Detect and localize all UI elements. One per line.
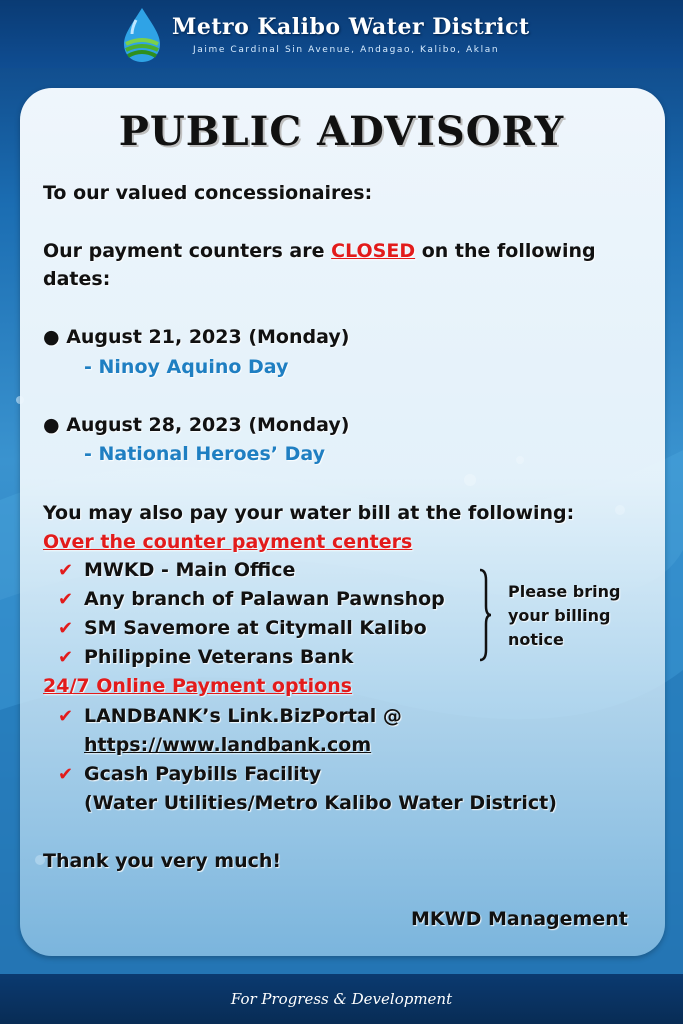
billing-note-line-3: notice xyxy=(508,630,564,649)
also-pay-text: You may also pay your water bill at the following: xyxy=(43,502,575,524)
water-drop-logo-icon xyxy=(118,6,166,64)
intro-line-2: dates: xyxy=(43,268,111,290)
billing-note-line-2: your billing xyxy=(508,606,611,625)
date-1: ● August 21, 2023 (Monday) xyxy=(43,326,350,348)
checkmark-icon: ✔ xyxy=(58,560,74,581)
date-2: ● August 28, 2023 (Monday) xyxy=(43,414,350,436)
landbank-link[interactable]: https://www.landbank.com xyxy=(84,734,372,756)
page-title: PUBLIC ADVISORY xyxy=(118,108,565,155)
checkmark-icon: ✔ xyxy=(58,647,74,668)
thanks-text: Thank you very much! xyxy=(43,850,282,872)
otc-heading: Over the counter payment centers xyxy=(43,531,413,553)
billing-note-line-1: Please bring xyxy=(508,582,621,601)
online-item-2-line-1: Gcash Paybills Facility xyxy=(84,763,322,785)
holiday-2: - National Heroes’ Day xyxy=(84,443,325,465)
footer-band xyxy=(0,974,683,1024)
otc-item-3: SM Savemore at Citymall Kalibo xyxy=(84,617,427,639)
intro-after: on the following xyxy=(421,240,596,262)
greeting-text: To our valued concessionaires: xyxy=(43,182,373,204)
right-brace-icon xyxy=(478,568,492,662)
otc-item-4: Philippine Veterans Bank xyxy=(84,646,354,668)
online-item-2-line-2: (Water Utilities/Metro Kalibo Water District) xyxy=(84,792,557,814)
footer-tagline: For Progress & Development xyxy=(230,990,453,1008)
organization-name: Metro Kalibo Water District xyxy=(172,14,530,40)
header-band xyxy=(0,0,683,68)
signature-text: MKWD Management xyxy=(411,908,628,930)
checkmark-icon: ✔ xyxy=(58,706,74,727)
intro-before: Our payment counters are xyxy=(43,240,325,262)
checkmark-icon: ✔ xyxy=(58,764,74,785)
online-heading: 24/7 Online Payment options xyxy=(43,675,353,697)
holiday-1: - Ninoy Aquino Day xyxy=(84,356,289,378)
checkmark-icon: ✔ xyxy=(58,589,74,610)
online-item-1-line-1: LANDBANK’s Link.BizPortal @ xyxy=(84,705,402,727)
closed-label: CLOSED xyxy=(331,240,416,262)
checkmark-icon: ✔ xyxy=(58,618,74,639)
intro-line-1 xyxy=(43,240,596,262)
otc-item-1: MWKD - Main Office xyxy=(84,559,296,581)
otc-item-2: Any branch of Palawan Pawnshop xyxy=(84,588,445,610)
organization-address: Jaime Cardinal Sin Avenue, Andagao, Kalibo, Aklan xyxy=(193,45,500,55)
